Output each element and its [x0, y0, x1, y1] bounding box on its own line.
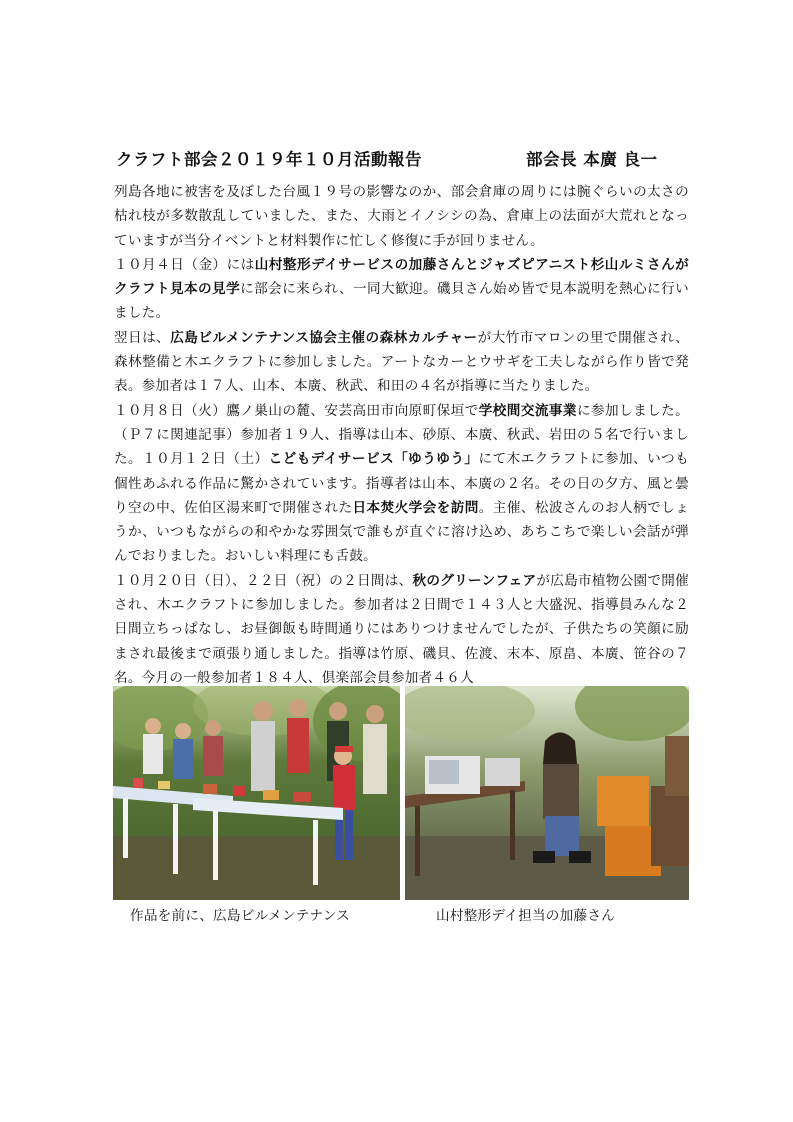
- highlighted-text: 日本焚火学会を訪問: [352, 499, 479, 516]
- highlighted-text: 学校間交流事業: [478, 402, 577, 419]
- paragraph-forest-culture: [114, 326, 689, 399]
- paragraph-text: が広島市植物公園で開催され、木エクラフトに参加しました。参加者は２日間で１４３人と大盛況、指導員みんな２日間立ちっぱなし、お昼御飯も時間通りにはありつけませんでしたが、子供たちの笑顔に励まされ最後まで頑張り通しました。指導は竹原、磯貝、佐渡、末本、原畠、本廣、笹谷の７名。今月の一般参加者１８４人、倶楽部会員参加者４６人: [114, 572, 690, 686]
- paragraph-text: にて木エクラフトに参加、いつも個性あふれる作品に驚かされています。指導者は山本、本廣の２名。その日の夕方、風と曇り空の中、佐伯区湯来町で開催された: [114, 451, 690, 516]
- paragraph-school-exchange: [114, 399, 689, 569]
- photo-children-crafts: [113, 686, 400, 900]
- caption-left: 作品を前に、広島ビルメンテナンス: [130, 908, 351, 924]
- report-title: クラフト部会２０１９年１０月活動報告: [116, 150, 422, 169]
- paragraph-text: 列島各地に被害を及ぼした台風１９号の影響なのか、部会倉庫の周りには腕ぐらいの太さの枯れ枝が多数散乱していました、また、大雨とイノシシの為、倉庫上の法面が大荒れとなっていますが当分イベントと材料製作に忙しく修復に手が回りません。: [114, 184, 689, 249]
- paragraph-text: １０月４日（金）には: [114, 256, 255, 273]
- paragraph-text: が大竹市マロンの里で開催され、森林整備と木エクラフトに参加しました。アートなカーとウサギを工夫しながら作り皆で発表。参加者は１７人、山本、本廣、秋武、和田の４名が指導に当たりました。: [114, 329, 689, 395]
- paragraph-text: 翌日は、: [114, 329, 171, 346]
- paragraph-text: に参加しました。（Ｐ７に関連記事）参加者１９人、指導は山本、砂原、本廣、秋武、岩田の５名で行いました。１０月１２日（土）: [114, 402, 689, 468]
- paragraph-visit: [114, 253, 689, 326]
- paragraph-text: 。主催、松波さんのお人柄でしょうか、いつもながらの和やかな雰囲気で誰もが直ぐに溶け込め、あちこちで楽しい会話が弾んでおりました。おいしい料理にも舌鼓。: [114, 499, 690, 565]
- paragraph-text: １０月８日（火）鷹ノ巣山の麓、安芸高田市向原町保垣で: [114, 402, 479, 419]
- paragraph-typhoon: [114, 180, 689, 253]
- paragraph-text: １０月２０日（日）、２２日（祝）の２日間は、: [114, 572, 413, 589]
- paragraph-green-fair: [114, 569, 689, 690]
- highlighted-text: 秋のグリーンフェア: [412, 572, 537, 589]
- paragraph-text: に部会に来られ、一同大歓迎。磯貝さん始め皆で見本説明を熱心に行いました。: [114, 281, 689, 322]
- report-header: [116, 146, 686, 172]
- photo-kato-san: [405, 686, 689, 900]
- report-body: [114, 180, 689, 690]
- report-author: 部会長 本廣 良一: [526, 150, 658, 169]
- highlighted-text: 山村整形デイサービスの加藤さんとジャズピアニスト杉山ルミさんがクラフト見本の見学: [114, 256, 689, 298]
- highlighted-text: 広島ビルメンテナンス協会主催の森林カルチャー: [170, 329, 478, 346]
- caption-right: 山村整形デイ担当の加藤さん: [436, 908, 616, 924]
- highlighted-text: こどもデイサービス「ゆうゆう」: [268, 451, 479, 468]
